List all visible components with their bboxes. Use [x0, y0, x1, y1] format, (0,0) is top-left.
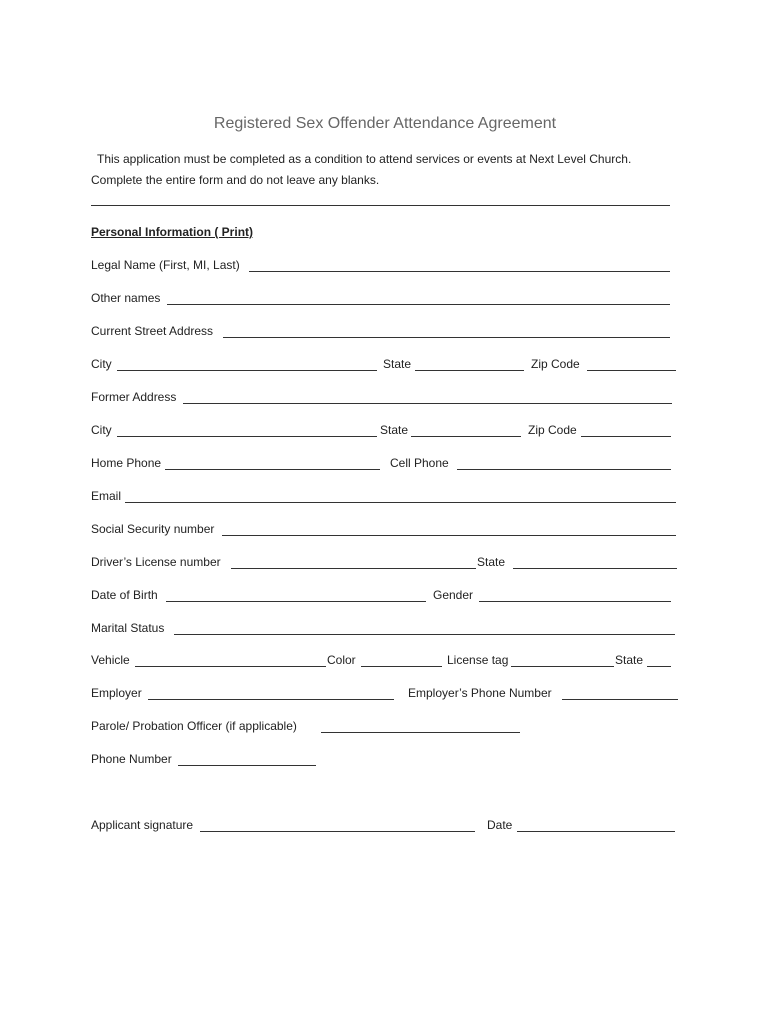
- page-title: Registered Sex Offender Attendance Agreement: [213, 115, 557, 132]
- employer-label: Employer: [91, 686, 142, 700]
- intro-line-1: This application must be completed as a condition to attend services or events at Next Level Church.: [97, 152, 632, 166]
- zip-label-1: Zip Code: [531, 357, 580, 371]
- vehicle-label: Vehicle: [91, 653, 130, 667]
- zip-field-1[interactable]: [587, 370, 676, 371]
- marital-status-field[interactable]: [174, 634, 675, 635]
- license-tag-label: License tag: [447, 653, 509, 667]
- dl-state-label: State: [477, 555, 506, 569]
- employer-phone-label: Employer’s Phone Number: [408, 686, 552, 700]
- zip-field-2[interactable]: [581, 436, 671, 437]
- former-address-field[interactable]: [183, 403, 672, 404]
- employer-phone-field[interactable]: [562, 699, 678, 700]
- dob-label: Date of Birth: [91, 588, 158, 602]
- phone-number-label: Phone Number: [91, 752, 172, 766]
- home-phone-label: Home Phone: [91, 456, 162, 470]
- phone-number-field[interactable]: [178, 765, 316, 766]
- home-phone-field[interactable]: [165, 469, 380, 470]
- dob-field[interactable]: [166, 601, 426, 602]
- city-field-1[interactable]: [117, 370, 377, 371]
- parole-officer-label: Parole/ Probation Officer (if applicable): [91, 719, 297, 733]
- separator-line: [91, 205, 670, 206]
- marital-status-label: Marital Status: [91, 621, 165, 635]
- city-label-1: City: [91, 357, 112, 371]
- state-field-1[interactable]: [415, 370, 524, 371]
- current-address-label: Current Street Address: [91, 324, 214, 338]
- city-label-2: City: [91, 423, 112, 437]
- drivers-license-field[interactable]: [231, 568, 476, 569]
- state-label-2: State: [380, 423, 409, 437]
- cell-phone-label: Cell Phone: [390, 456, 449, 470]
- vehicle-state-field[interactable]: [647, 666, 671, 667]
- former-address-label: Former Address: [91, 390, 177, 404]
- gender-field[interactable]: [479, 601, 671, 602]
- legal-name-field[interactable]: [249, 271, 670, 272]
- employer-field[interactable]: [148, 699, 394, 700]
- license-tag-field[interactable]: [511, 666, 614, 667]
- gender-label: Gender: [433, 588, 474, 602]
- other-names-field[interactable]: [167, 304, 670, 305]
- current-address-field[interactable]: [223, 337, 670, 338]
- section-heading: Personal Information ( Print): [91, 225, 254, 239]
- state-label-1: State: [383, 357, 412, 371]
- vehicle-field[interactable]: [135, 666, 326, 667]
- dl-state-field[interactable]: [513, 568, 677, 569]
- intro-line-2: Complete the entire form and do not leave any blanks.: [91, 173, 380, 187]
- date-label: Date: [487, 818, 513, 832]
- color-field[interactable]: [361, 666, 442, 667]
- cell-phone-field[interactable]: [457, 469, 671, 470]
- parole-officer-field[interactable]: [321, 732, 520, 733]
- zip-label-2: Zip Code: [528, 423, 577, 437]
- drivers-license-label: Driver’s License number: [91, 555, 221, 569]
- ssn-label: Social Security number: [91, 522, 215, 536]
- email-field[interactable]: [125, 502, 676, 503]
- email-label: Email: [91, 489, 122, 503]
- signature-field[interactable]: [200, 831, 475, 832]
- ssn-field[interactable]: [222, 535, 676, 536]
- legal-name-label: Legal Name (First, MI, Last): [91, 258, 240, 272]
- vehicle-state-label: State: [615, 653, 644, 667]
- state-field-2[interactable]: [411, 436, 521, 437]
- signature-label: Applicant signature: [91, 818, 194, 832]
- date-field[interactable]: [517, 831, 675, 832]
- city-field-2[interactable]: [117, 436, 377, 437]
- other-names-label: Other names: [91, 291, 161, 305]
- color-label: Color: [327, 653, 356, 667]
